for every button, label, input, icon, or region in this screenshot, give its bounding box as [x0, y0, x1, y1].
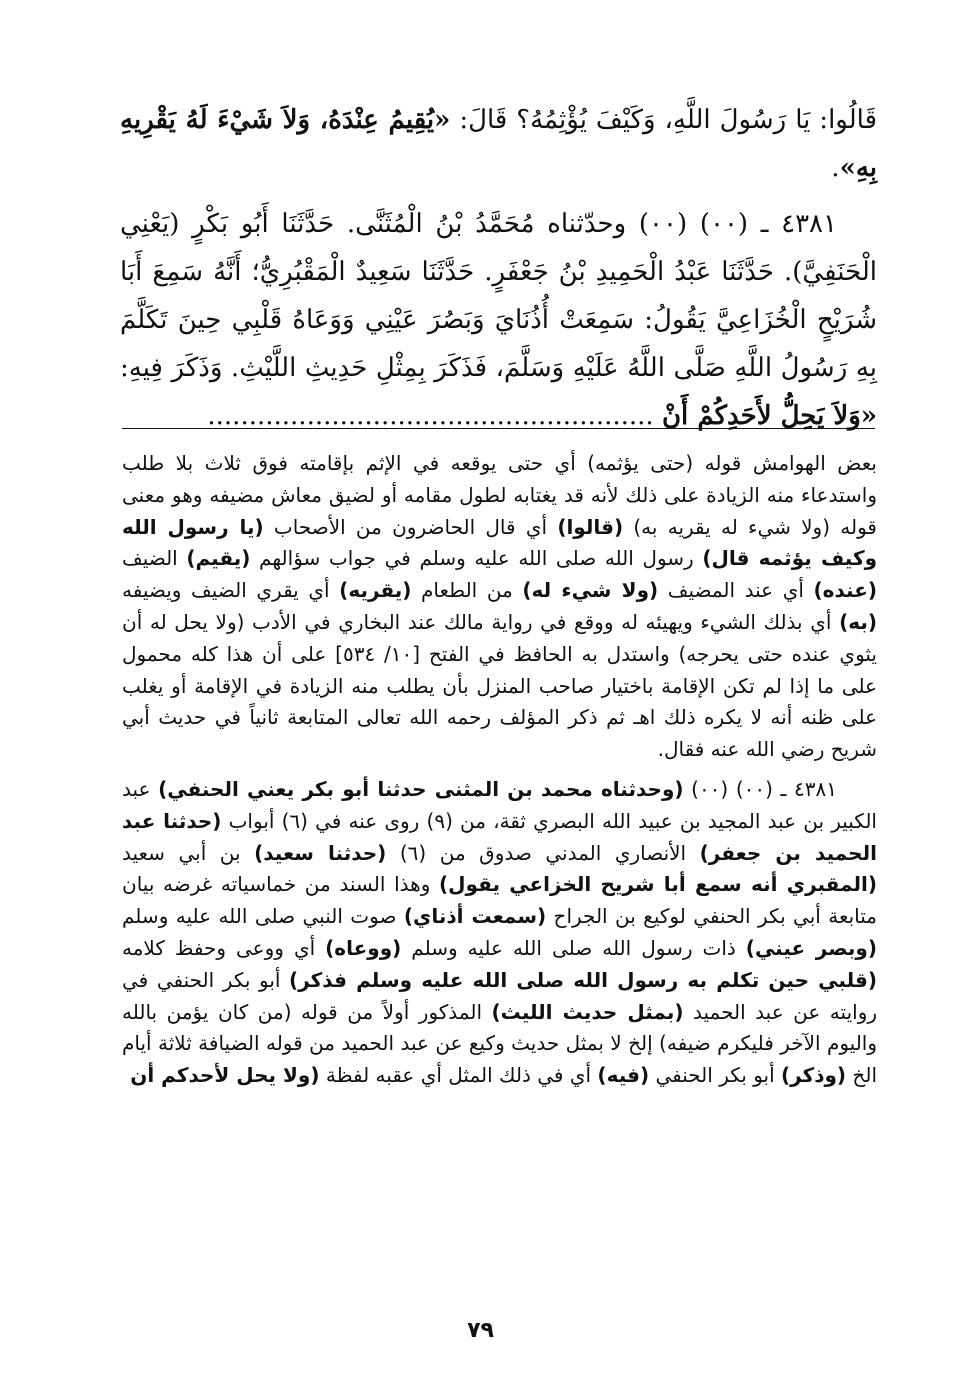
commentary-bold: (وبصر عيني)	[745, 935, 877, 960]
hadith-text-bold: «يُقِيمُ عِنْدَهُ، وَلاَ شَيْءَ لَهُ يَقْرِيهِ بِهِ»	[120, 105, 877, 183]
commentary-bold: (يقيم)	[186, 546, 251, 571]
commentary-run: عبد الكبير بن عبد المجيد بن عبيد الله البصري ثقة، من (٩) روى عنه في (٦) أبواب	[122, 776, 877, 833]
commentary-run: الضيف	[122, 546, 187, 571]
commentary-bold: (ولا يحل لأحدكم أن	[130, 1063, 320, 1088]
commentary-run: من الطعام	[411, 578, 523, 603]
commentary-bold: (يا رسول الله وكيف يؤثمه قال)	[122, 514, 878, 571]
commentary-paragraph-1	[122, 448, 877, 766]
commentary-run: المذكور أولاً من قوله (من كان يؤمن بالله واليوم الآخر فليكرم ضيفه) إلخ لا بمثل حديث وكيع عن عبد الحميد من قوله الضيافة ثلاثة أيام الخ	[122, 999, 877, 1088]
hadith-paragraph-2	[120, 200, 877, 440]
commentary-run: بعض الهوامش قوله (حتى يؤثمه) أي حتى يوقعه في الإثم بإقامته فوق ثلاث بلا طلب واستدعاء منه الزيادة على ذلك لأنه قد يغتابه لطول مقامه أو لضيق معاش مضيفه وهو معنى قوله (ولا شيء له يقريه به)	[122, 451, 877, 539]
commentary-bold: (سمعت أذناي)	[403, 904, 547, 929]
commentary-run: أبو بكر الحنفي في روايته عن عبد الحميد	[122, 967, 878, 1024]
commentary-bold: (قلبي حين تكلم به رسول الله صلى الله عليه وسلم فذكر)	[289, 967, 877, 992]
commentary-run: أي بذلك الشيء ويهيئه له ووقع في رواية مالك عند البخاري في الأدب (ولا يحل له أن يثوي عنده حتى يحرجه) واستدل به الحافظ في الفتح [١٠/ ٥٣٤] على أن هذا كله محمول على ما إذا لم تكن الإقامة باختيار صاحب المنزل بأن يطلب منه الزيادة في الإقامة أو يغلب على ظنه أنه لا يكره ذلك اهـ ثم ذكر المؤلف رحمه الله تعالى المتابعة ثانياً في حديث أبي شريح رضي الله عنه فقال.	[122, 609, 877, 762]
commentary-bold: (بمثل حديث الليث)	[491, 999, 684, 1024]
commentary-run: رسول الله صلى الله عليه وسلم في جواب سؤالهم	[250, 546, 703, 571]
hadith-text-run: قَالُوا: يَا رَسُولَ اللَّهِ، وَكَيْفَ يُؤْثِمُهُ؟ قَالَ:	[450, 105, 877, 135]
hadith-text-block	[120, 96, 877, 440]
commentary-bold: (ولا شيء له)	[522, 578, 659, 603]
commentary-paragraph-2	[122, 774, 877, 1092]
commentary-run: أي في ذلك المثل أي عقبه لفظة	[319, 1063, 598, 1088]
page-number: ٧٩	[467, 1318, 494, 1343]
commentary-run: أي قال الحاضرون من الأصحاب	[263, 514, 558, 539]
commentary-run: صوت النبي صلى الله عليه وسلم	[122, 904, 404, 929]
commentary-run: بن أبي سعيد	[122, 840, 255, 865]
commentary-bold: (عنده)	[813, 578, 877, 603]
commentary-bold: (ووعاه)	[325, 935, 402, 960]
commentary-run: ذات رسول الله صلى الله عليه وسلم	[401, 935, 746, 960]
commentary-run: أي ووعى وحفظ كلامه	[122, 935, 326, 960]
commentary-run: الأنصاري المدني صدوق من (٦)	[386, 840, 700, 865]
commentary-run: أي عند المضيف	[658, 578, 814, 603]
commentary-run: أي يقري الضيف ويضيفه	[122, 578, 340, 603]
commentary-bold: (حدثنا عبد الحميد بن جعفر)	[122, 808, 877, 865]
commentary-bold: (وذكر)	[781, 1063, 847, 1088]
hadith-paragraph-1	[120, 96, 877, 192]
hadith-text-bold: «وَلاَ يَحِلُّ لأَحَدِكُمْ أَنْ	[661, 401, 877, 431]
commentary-run: ٤٣٨١ ـ (٠٠) (٠٠)	[683, 776, 837, 801]
commentary-bold: (فيه)	[597, 1063, 650, 1088]
commentary-bold: (المقبري أنه سمع أبا شريح الخزاعي يقول)	[439, 872, 877, 897]
commentary-bold: (حدثنا سعيد)	[254, 840, 387, 865]
continuation-dots: ......................................................	[207, 401, 654, 431]
hadith-text-run: ٤٣٨١ ـ (٠٠) (٠٠) وحدّثناه مُحَمَّدُ بْنُ الْمُثَنَّى. حَدَّثَنَا أَبُو بَكْرٍ (يَعْنِي الْحَنَفِيَّ). حَدَّثَنَا عَبْدُ الْحَمِيدِ بْنُ جَعْفَرٍ. حَدَّثَنَا سَعِيدٌ الْمَقْبُرِيُّ؛ أَنَّهُ سَمِعَ أَبَا شُرَيْحٍ الْخُزَاعِيَّ يَقُولُ: سَمِعَتْ أُذُنَايَ وَبَصُرَ عَيْنِي وَوَعَاهُ قَلْبِي حِينَ تَكَلَّمَ بِهِ رَسُولُ اللَّهِ صَلَّى اللَّهُ عَلَيْهِ وَسَلَّمَ، فَذَكَرَ بِمِثْلِ حَدِيثِ اللَّيْثِ. وَذَكَرَ فِيهِ:	[120, 209, 877, 383]
footnote-divider	[122, 428, 875, 429]
hadith-text-run: .	[831, 153, 840, 183]
commentary-bold: (وحدثناه محمد بن المثنى حدثنا أبو بكر يعني الحنفي)	[158, 776, 684, 801]
commentary-run: أبو بكر الحنفي	[649, 1063, 782, 1088]
commentary-run: وهذا السند من خماسياته غرضه بيان متابعة أبي بكر الحنفي لوكيع بن الجراح	[122, 872, 877, 929]
commentary-block	[122, 448, 877, 1092]
commentary-bold: (يقريه)	[339, 578, 412, 603]
commentary-bold: (به)	[839, 609, 877, 634]
commentary-bold: (قالوا)	[557, 514, 624, 539]
